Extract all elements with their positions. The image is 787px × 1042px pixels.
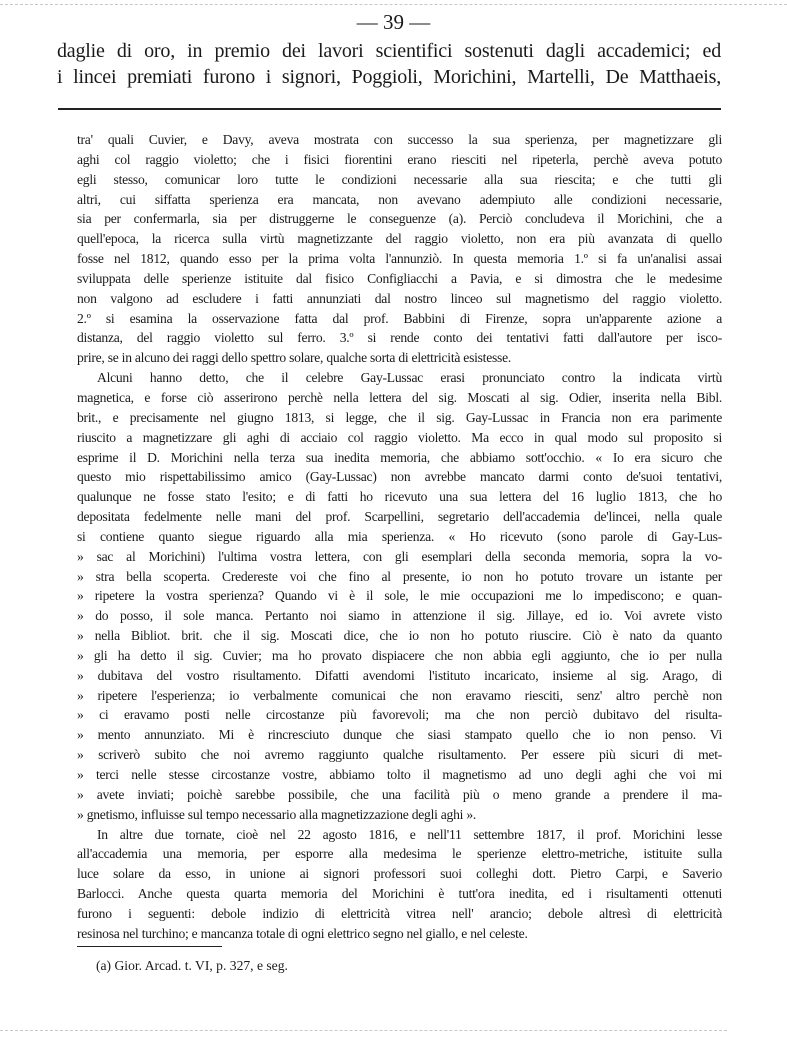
body-line: 2.º si esamina la osservazione fatta dal prof. Babbini di Firenze, sopra un'apparente azione a xyxy=(77,310,722,326)
body-line: » avete inviati; poichè sarebbe possibile, che una facilità più o meno grande a prendere il ma- xyxy=(77,786,722,802)
body-line: » gnetismo, influisse sul tempo necessario alla magnetizzazione degli aghi ». xyxy=(77,806,477,822)
page-number: — 39 — xyxy=(356,10,431,34)
footnote-divider xyxy=(77,946,222,947)
body-line: qualunque ne fosse stato l'esito; e di fatti ho ricevuto una sua lettera del 16 luglio 1813, che ho xyxy=(77,489,722,505)
header-text: i lincei premiati furono i signori, Poggioli, Morichini, Martelli, De Matthaeis, xyxy=(57,66,721,88)
body-line: Barlocci. Anche questa quarta memoria del Morichini è tutt'ora inedita, ed i risultamenti ottenuti xyxy=(77,886,722,902)
body-line: » stra bella scoperta. Credereste voi che fino al presente, io non ho potuto trovare un istante per xyxy=(77,568,722,584)
body-line: questo mio rispettabilissimo amico (Gay-Lussac) non avrebbe mancato darmi conto de'suoi tentativi, xyxy=(77,469,722,485)
body-line: resinosa nel turchino; e mancanza totale di ogni elettrico segno nel giallo, e nel celeste. xyxy=(77,925,528,941)
body-line: » ci eravamo posti nelle circostanze più favorevoli; ma che non perciò dubitavo del risulta- xyxy=(77,707,722,723)
body-text xyxy=(77,130,722,944)
body-line: non valgono ad escludere i fatti annunziati dal nostro linceo sul magnetismo del raggio violetto. xyxy=(77,290,722,306)
body-line: magnetica, e forse ciò asserirono perchè nella lettera del sig. Moscati al sig. Odier, inserita nella Bibl. xyxy=(77,389,722,405)
body-line: » sac al Morichini) l'ultima vostra lettera, con gli esemplari della seconda memoria, sopra la vo- xyxy=(77,548,722,564)
body-line: esprime il D. Morichini nella terza sua inedita memoria, che abbiamo sott'occhio. « Io era sicuro che xyxy=(77,449,722,465)
body-line: sviluppata delle sperienze istituite dal fisico Configliacchi a Pavia, e si dimostra che le medesime xyxy=(77,270,722,286)
header-divider xyxy=(58,108,721,110)
scan-edge xyxy=(0,1030,727,1031)
header-text-line xyxy=(57,66,721,89)
body-line: » do posso, il sole manca. Pertanto noi siamo in attenzione il sig. Jillaye, ed io. Voi avrete visto xyxy=(77,608,722,624)
body-line: » scriverò subito che noi avremo raggiunto qualche risultamento. Per essere più sicuri di met- xyxy=(77,747,722,763)
body-line: fosse nel 1812, quando esso per la prima volta l'annunziò. In questa memoria 1.º si fa un'analisi assai xyxy=(77,251,722,267)
body-line: aghi col raggio violetto; che i fisici fiorentini erano riesciti nel ripeterla, perchè aveva potuto xyxy=(77,151,722,167)
body-line: » nella Bibliot. brit. che il sig. Moscati dice, che io non ho potuto riuscire. Ciò è nato da quanto xyxy=(77,628,722,644)
body-line: » ripetere la vostra sperienza? Quando vi è il sole, le mie occupazioni me lo impediscono; e quan- xyxy=(77,588,722,604)
body-line: brit., e precisamente nel giugno 1813, si legge, che il sig. Gay-Lussac in Francia non era parimente xyxy=(77,409,722,425)
body-line: distanza, del raggio violetto sul ferro. 3.º si rende conto dei tentativi fatti dall'autore per isco- xyxy=(77,330,722,346)
body-line: » mento annunziato. Mi è rincresciuto dunque che siasi stampato quello che io non penso. Vi xyxy=(77,727,722,743)
body-line: » terci nelle stesse circostanze vostre, abbiamo tolto il magnetismo ad uno degli aghi che voi mi xyxy=(77,767,722,782)
body-line: depositata fedelmente nelle mani del prof. Scarpellini, segretario dell'accademia de'lincei, nella quale xyxy=(77,509,722,525)
body-line: all'accademia una memoria, per esporre alla medesima le sperienze elettro-metriche, istituite sulla xyxy=(77,846,722,862)
body-line: tra' quali Cuvier, e Davy, aveva mostrata con successo la sua sperienza, per magnetizzare gli xyxy=(77,132,722,147)
header-text-line xyxy=(57,40,721,63)
body-line: riuscito a magnetizzare gli aghi di acciaio col raggio violetto. Ma ecco in qual modo sul proposito si xyxy=(77,429,722,445)
body-line: » ripetere l'esperienza; io verbalmente comunicai che non eravamo riesciti, senz' altro perchè non xyxy=(77,687,722,703)
scan-edge xyxy=(0,4,787,5)
body-line: egli stesso, comunicar loro tutte le condizioni necessarie alla sua riescita; e che tutti gli xyxy=(77,171,722,187)
body-line: si contiene quanto siegue riguardo alla mia sperienza. « Ho ricevuto (sono parole di Gay-Lus- xyxy=(77,528,722,544)
body-line: Alcuni hanno detto, che il celebre Gay-Lussac erasi pronunciato contro la indicata virtù xyxy=(97,370,722,386)
body-line: quell'epoca, la ricerca sulla virtù magnetizzante del raggio violetto, non era più avanzata di quello xyxy=(77,231,722,247)
header-text: daglie di oro, in premio dei lavori scientifici sostenuti dagli accademici; ed xyxy=(57,40,721,62)
body-line: altri, cui siffatta sperienza era mancata, non avevano adempiuto alle condizioni necessarie, xyxy=(77,191,722,207)
body-line: » dubitava del vostro risultamento. Difatti avendomi l'istituto incaricato, insieme al sig. Arago, di xyxy=(77,667,722,683)
body-line: luce solare da esso, in unione ai signori professori suoi colleghi dott. Pietro Carpi, e Saverio xyxy=(77,866,722,882)
body-line: furono i seguenti: debole indizio di elettricità vitrea nell' arancio; debole altresì di elettricità xyxy=(77,905,722,921)
body-line: » gli ha detto il sig. Cuvier; ma ho provato dispiacere che non abbia egli aggiunto, che io per nulla xyxy=(77,647,722,663)
body-line: prire, se in alcuno dei raggi dello spettro solare, qualche sorta di elettricità esistesse. xyxy=(77,350,511,366)
body-line: In altre due tornate, cioè nel 22 agosto 1816, e nell'11 settembre 1817, il prof. Morichini lesse xyxy=(97,826,722,842)
body-line: sia per confermarla, sia per distruggerne le conseguenze (a). Perciò concludeva il Morichini, che a xyxy=(77,211,722,227)
footnote: (a) Gior. Arcad. t. VI, p. 327, e seg. xyxy=(96,958,288,973)
